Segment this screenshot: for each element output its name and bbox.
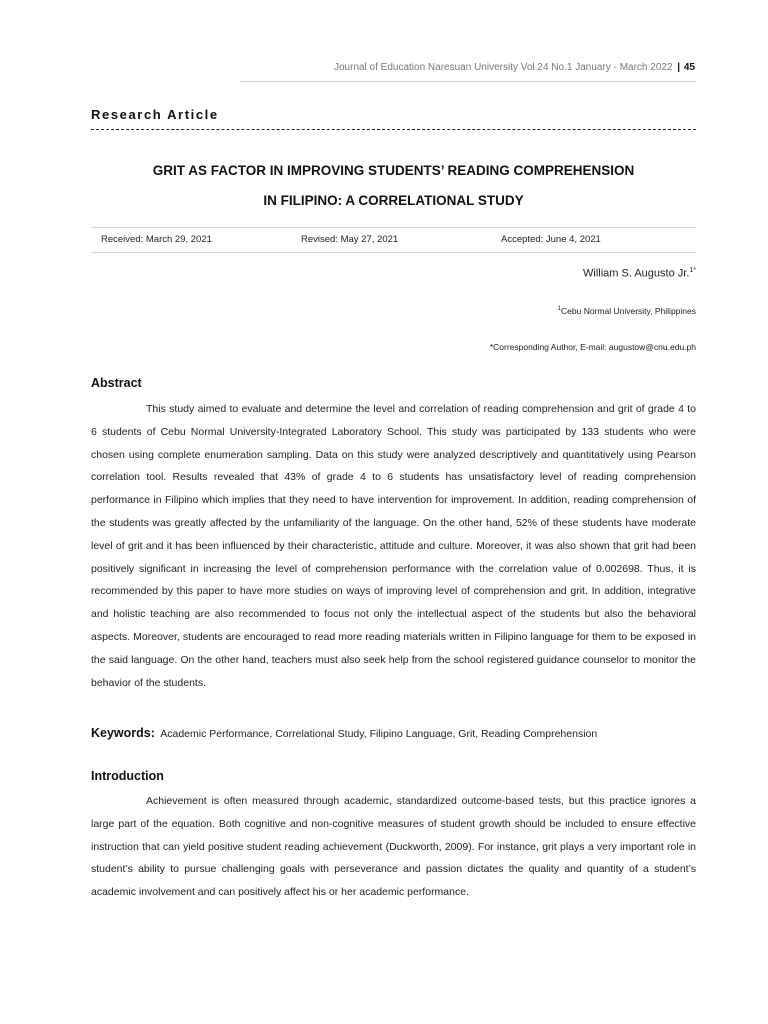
article-type: Research Article (91, 107, 219, 122)
author (583, 267, 696, 280)
received-date: Received: March 29, 2021 (101, 234, 212, 245)
keywords (91, 726, 696, 740)
abstract-text: This study aimed to evaluate and determine the level and correlation of reading comprehension and grit of grade 4 to 6 students of Cebu Normal University-Integrated Laboratory School. This study was participated by 133 students who were chosen using complete enumeration sampling. Data on this study were analyzed descriptively and quantitatively using Pearson correlation tool. Results revealed that 43% of grade 4 to 6 students has unsatisfactory level of reading comprehension performance in Filipino which implies that they need to have intervention for improvement. In addition, reading comprehension of the students was greatly affected by the unfamiliarity of the language. On the other hand, 52% of these students have moderate level of grit and it has been influenced by their characteristic, attitude and culture. Moreover, it was also shown that grit had been positively significant in increasing the level of comprehension performance with the correlation value of 0.002698. Thus, it is recommended by this paper to have more studies on ways of improving level of comprehension and grit. In addition, integrative and holistic teaching are also recommended to focus not only the intellectual aspect of the students but also the behavioral aspects. Moreover, students are encouraged to read more reading materials written in Filipino language for them to be exposed in the said language. On the other hand, teachers must also seek help from the school registered guidance counselor to monitor the behavior of the students. (91, 403, 696, 689)
introduction-text: Achievement is often measured through academic, standardized outcome-based tests, but this practice ignores a large part of the equation. Both cognitive and non-cognitive measures of student growth should be included to ensure effective instruction that can yield positive student reading achievement (Duckworth, 2009). For instance, grit plays a very important role in student’s ability to pursue challenging goals with perseverance and passion dictates the quality and quantity of a student’s academic involvement and can positively affect his or her academic performance. (91, 795, 696, 899)
keywords-text: Academic Performance, Correlational Study, Filipino Language, Grit, Reading Comprehension (160, 728, 598, 740)
header-separator: | (677, 62, 681, 73)
affiliation-mark: 1 (557, 306, 562, 313)
abstract-heading: Abstract (91, 376, 142, 390)
corresponding-author: *Corresponding Author, E-mail: augustow@cnu.edu.ph (489, 342, 696, 352)
author-name: William S. Augusto Jr. (583, 267, 690, 280)
journal-citation: Journal of Education Naresuan University Vol.24 No.1 January - March 2022 (333, 62, 673, 73)
title-line-2: IN FILIPINO: A CORRELATIONAL STUDY (263, 193, 524, 208)
accepted-date: Accepted: June 4, 2021 (501, 234, 601, 245)
title-line-1: GRIT AS FACTOR IN IMPROVING STUDENTS’ READING COMPREHENSION (152, 163, 635, 178)
dashed-divider (91, 129, 696, 130)
affiliation (558, 306, 696, 316)
submission-dates (91, 227, 696, 253)
introduction-heading: Introduction (91, 769, 164, 783)
affiliation-text: Cebu Normal University, Philippines (561, 306, 696, 316)
author-marks: 1* (689, 267, 696, 274)
paper-title (91, 156, 696, 216)
running-header (334, 62, 695, 73)
header-rule (240, 81, 696, 82)
revised-date: Revised: May 27, 2021 (301, 234, 399, 245)
page-number: 45 (683, 62, 695, 73)
keywords-label: Keywords: (91, 726, 155, 740)
